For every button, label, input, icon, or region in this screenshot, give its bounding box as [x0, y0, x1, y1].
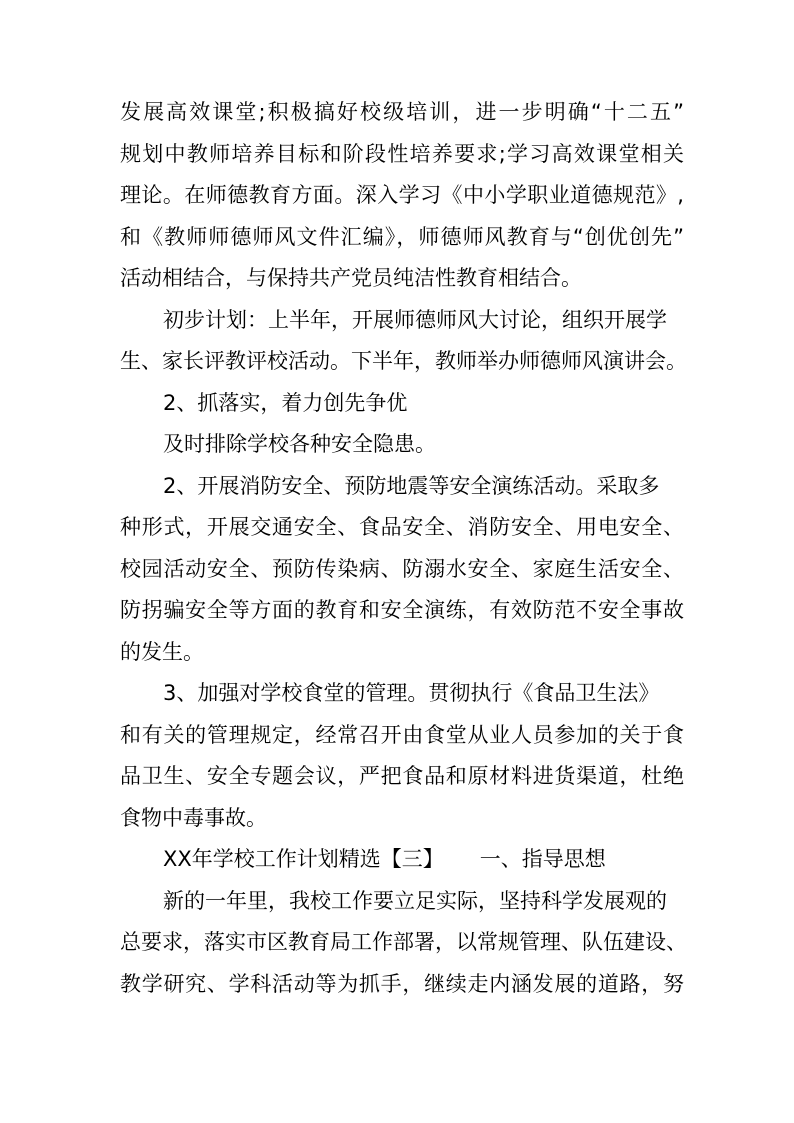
body-line: 规划中教师培养目标和阶段性培养要求;学习高效课堂相关	[120, 141, 684, 166]
body-line: 和《教师师德师风文件汇编》，师德师风教育与“创优创先”	[120, 224, 684, 249]
body-line: 种形式，开展交通安全、食品安全、消防安全、用电安全、	[120, 515, 684, 539]
body-line: 新的一年里，我校工作要立足实际，坚持科学发展观的	[163, 888, 667, 913]
body-line: 2、开展消防安全、预防地震等安全演练活动。采取多	[163, 473, 660, 498]
heading-line	[120, 839, 690, 881]
body-line: 初步计划：上半年，开展师德师风大讨论，组织开展学	[163, 307, 667, 332]
body-line: 品卫生、安全专题会议，严把食品和原材料进货渠道，杜绝	[120, 764, 684, 788]
body-line: 教学研究、学科活动等为抓手，继续走内涵发展的道路，努	[120, 971, 684, 996]
body-line: 活动相结合，与保持共产党员纯洁性教育相结合。	[120, 266, 582, 290]
body-line: 发展高效课堂;积极搞好校级培训，进一步明确“十二五”	[120, 100, 684, 124]
section-heading: 一、指导思想	[479, 847, 606, 871]
body-line: 总要求，落实市区教育局工作部署，以常规管理、队伍建设、	[120, 930, 687, 954]
body-line: 校园活动安全、预防传染病、防溺水安全、家庭生活安全、	[120, 556, 684, 581]
body-line: 和有关的管理规定，经常召开由食堂从业人员参加的关于食	[120, 722, 684, 747]
section-heading: 2、抓落实，着力创先争优	[163, 390, 408, 415]
document-body	[120, 92, 690, 1005]
body-line: 3、加强对学校食堂的管理。贯彻执行《食品卫生法》	[163, 681, 660, 705]
article-title: XX年学校工作计划精选【三】	[163, 847, 444, 871]
body-line: 防拐骗安全等方面的教育和安全演练，有效防范不安全事故	[120, 598, 684, 622]
body-line: 及时排除学校各种安全隐患。	[163, 432, 436, 456]
body-line: 的发生。	[120, 639, 204, 664]
body-line: 生、家长评教评校活动。下半年，教师举办师德师风演讲会。	[120, 349, 687, 373]
body-line: 理论。在师德教育方面。深入学习《中小学职业道德规范》,	[120, 183, 684, 207]
body-line: 食物中毒事故。	[120, 805, 267, 830]
